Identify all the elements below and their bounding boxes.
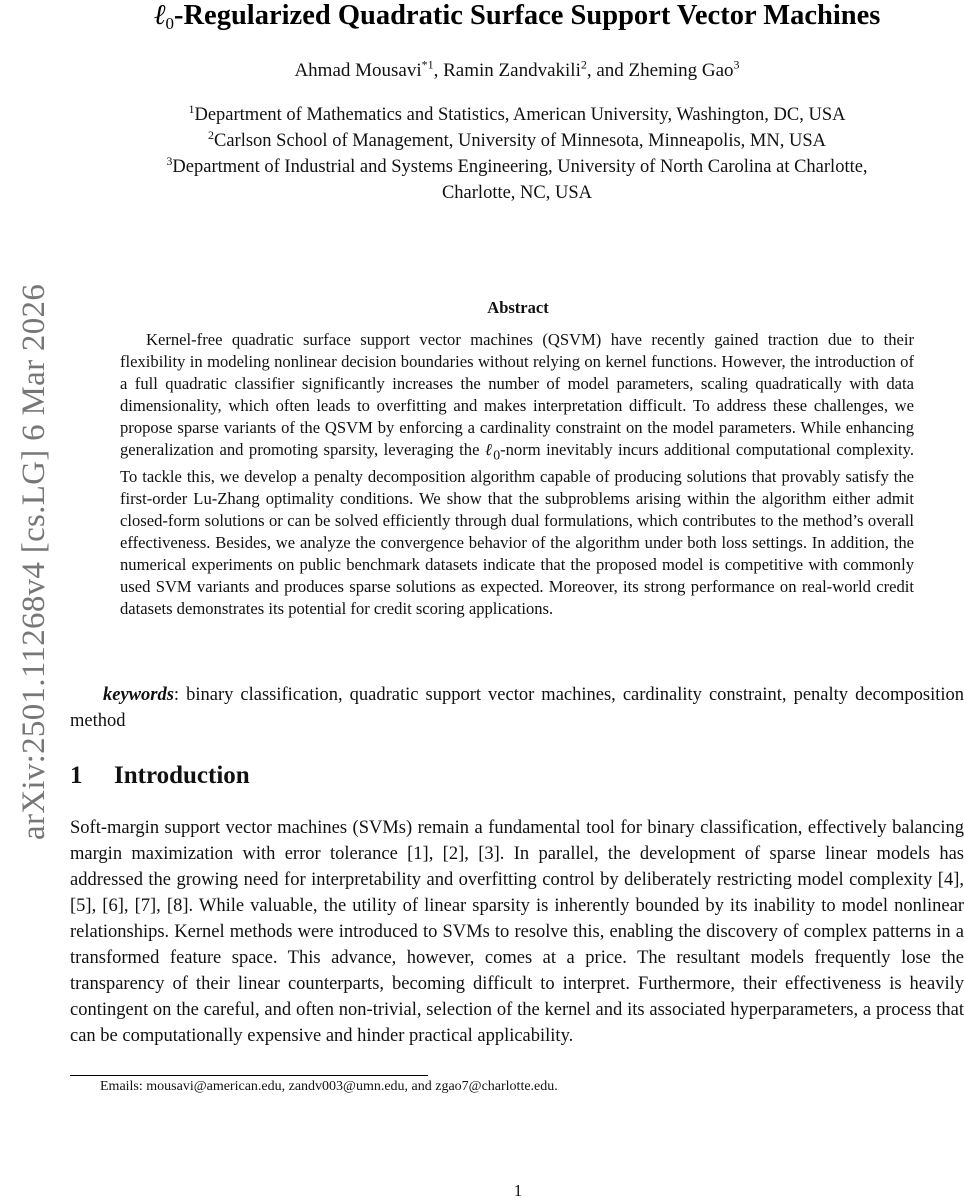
author-1-mark: *1	[421, 57, 434, 72]
author-2: , Ramin Zandvakili	[433, 60, 581, 81]
affiliation-2-text: Carlson School of Management, University of Minnesota, Minneapolis, MN, USA	[214, 131, 826, 151]
author-1: Ahmad Mousavi	[294, 60, 422, 81]
title-ell-symbol: ℓ	[153, 0, 166, 31]
keywords-paragraph	[70, 682, 964, 734]
arxiv-stamp: arXiv:2501.11268v4 [cs.LG] 6 Mar 2026	[16, 283, 52, 840]
abstract-body	[120, 329, 914, 620]
affiliation-3-text: Department of Industrial and Systems Engineering, University of North Carolina at Charlotte,	[172, 157, 868, 177]
author-2-mark: 2	[580, 57, 587, 72]
section-number: 1	[70, 762, 83, 789]
paper-title	[70, 0, 964, 40]
affiliation-3	[70, 154, 964, 180]
author-3-mark: 3	[733, 57, 740, 72]
footnote-emails: Emails: mousavi@american.edu, zandv003@umn.edu, and zgao7@charlotte.edu.	[100, 1079, 558, 1094]
author-3: , and Zheming Gao	[586, 60, 734, 81]
title-ell-subscript: 0	[165, 14, 174, 33]
introduction-paragraph: Soft-margin support vector machines (SVMs) remain a fundamental tool for binary classification, effectively balancing margin maximization with error tolerance [1], [2], [3]. In parallel, the development of sparse linear models has addressed the growing need for interpretability and overfitting control by deliberately restricting model complexity [4], [5], [6], [7], [8]. While valuable, the utility of linear sparsity is inherently bounded by its inability to model nonlinear relationships. Kernel methods were introduced to SVMs to resolve this, enabling the discovery of complex patterns in a transformed feature space. This advance, however, comes at a price. The resultant models frequently lose the transparency of their linear counterparts, becoming difficult to interpret. Furthermore, their effectiveness is heavily contingent on the careful, and often non-trivial, selection of the kernel and its associated hyperparameters, a process that can be computationally expensive and hinder practical applicability.	[70, 818, 964, 1046]
affiliation-3-text-continued: Charlotte, NC, USA	[441, 183, 593, 203]
page-number: 1	[513, 1181, 523, 1200]
section-title: Introduction	[114, 762, 250, 789]
title-text: -Regularized Quadratic Surface Support Vector Machines	[173, 0, 881, 31]
affiliation-2-mark: 2	[208, 127, 214, 142]
author-list	[70, 57, 964, 82]
affiliations	[70, 102, 964, 206]
abstract-text-part1: Kernel-free quadratic surface support vector machines (QSVM) have recently gained traction due to their flexibility in modeling nonlinear decision boundaries without relying on kernel functions. However, the introduction of a full quadratic classifier significantly increases the number of model parameters, scaling quadratically with data dimensionality, which often leads to overfitting and makes interpretation difficult. To address these challenges, we propose sparse variants of the QSVM by enforcing a cardinality constraint on the model parameters. While enhancing generalization and promoting sparsity, leveraging the	[120, 330, 914, 459]
keywords-label: keywords	[103, 685, 174, 705]
affiliation-1-mark: 1	[188, 101, 195, 116]
abstract-ell-symbol: ℓ	[484, 440, 494, 459]
affiliation-3-continued	[70, 180, 964, 206]
affiliation-2	[70, 128, 964, 154]
affiliation-3-mark: 3	[166, 153, 173, 168]
footnote-divider	[70, 1075, 428, 1076]
abstract-heading: Abstract	[487, 298, 549, 317]
section-heading-introduction	[70, 762, 670, 790]
abstract-ell-subscript: 0	[493, 447, 501, 463]
abstract-text-part2: -norm inevitably incurs additional computational complexity. To tackle this, we develop a penalty decomposition algorithm capable of producing solutions that provably satisfy the first-order Lu-Zhang optimality conditions. We show that the subproblems arising within the algorithm either admit closed-form solutions or can be solved efficiently through dual formulations, which contributes to the method’s overall effectiveness. Besides, we analyze the convergence behavior of the algorithm under both loss settings. In addition, the numerical experiments on public benchmark datasets indicate that the proposed model is competitive with commonly used SVM variants and produces sparse solutions as expected. Moreover, its strong performance on real-world credit datasets demonstrates its potential for credit scoring applications.	[120, 440, 914, 619]
affiliation-1	[70, 102, 964, 128]
keywords-text: : binary classification, quadratic support vector machines, cardinality constraint, penalty decomposition method	[70, 685, 964, 731]
affiliation-1-text: Department of Mathematics and Statistics, American University, Washington, DC, USA	[194, 105, 846, 125]
